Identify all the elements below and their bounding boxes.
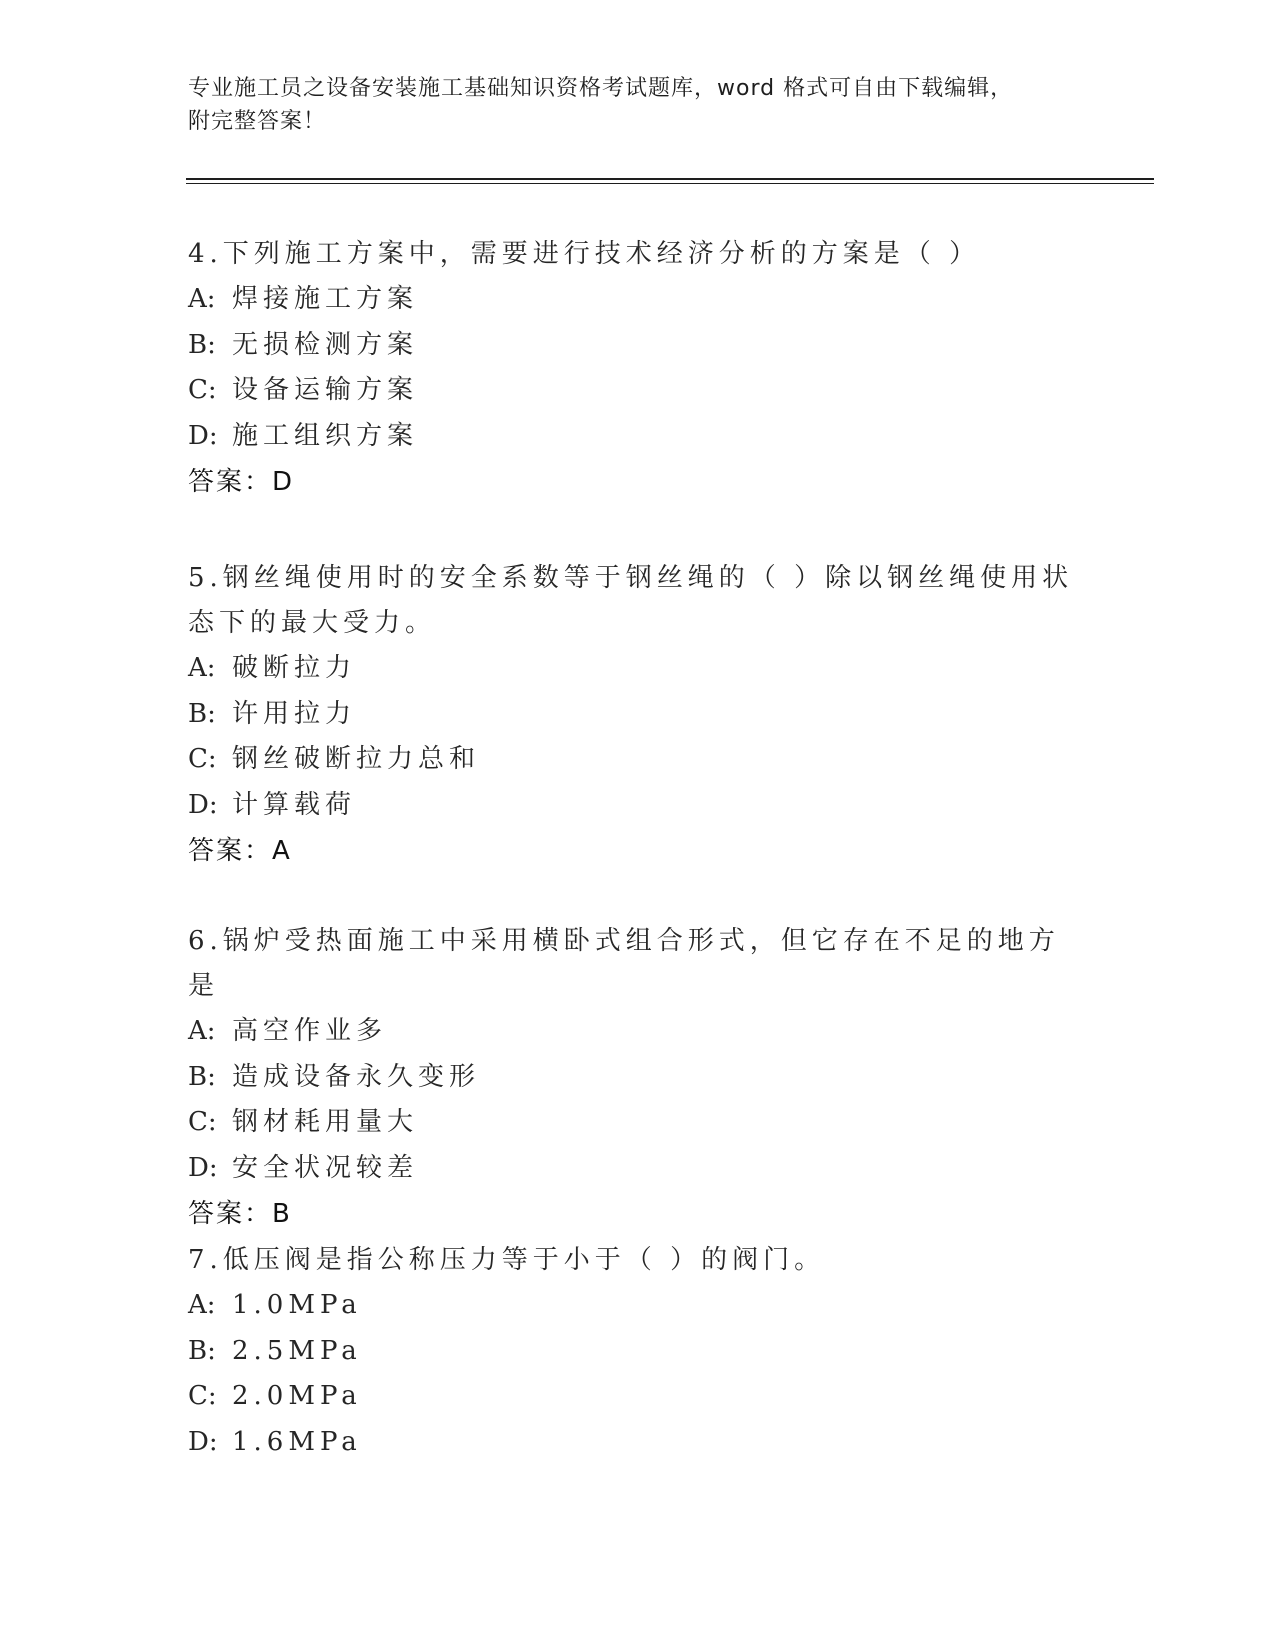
- option-key: D:: [188, 789, 218, 820]
- question-7: [188, 1238, 1088, 1465]
- option-c: [188, 1374, 1088, 1420]
- option-key: D:: [188, 420, 218, 451]
- option-key: A:: [188, 284, 216, 314]
- option-text: 钢材耗用量大: [232, 1107, 419, 1137]
- option-b: [188, 1055, 1088, 1101]
- question-4: [188, 232, 1088, 505]
- option-text: 焊接施工方案: [232, 284, 419, 314]
- option-b: [188, 323, 1088, 369]
- option-key: D:: [188, 1426, 218, 1457]
- option-text: 2.0MPa: [232, 1381, 362, 1411]
- option-key: B:: [188, 1335, 216, 1366]
- option-text: 安全状况较差: [232, 1152, 419, 1183]
- header-divider-thick: [186, 178, 1154, 180]
- answer-text: 答案：D: [188, 467, 295, 497]
- answer-text: 答案：A: [188, 836, 292, 866]
- option-d: [188, 414, 1088, 460]
- option-key: C:: [188, 1381, 217, 1411]
- option-text: 2.5MPa: [232, 1335, 362, 1366]
- option-c: [188, 737, 1088, 783]
- option-key: B:: [188, 329, 216, 360]
- question-stem: 7.低压阀是指公称压力等于小于（ ）的阀门。: [188, 1245, 826, 1275]
- option-text: 高空作业多: [232, 1016, 388, 1046]
- option-b: [188, 1329, 1088, 1375]
- question-6: [188, 919, 1088, 1237]
- option-key: A:: [188, 1290, 216, 1320]
- document-header: [188, 72, 1088, 138]
- option-text: 无损检测方案: [232, 329, 419, 360]
- question-stem: 6.锅炉受热面施工中采用横卧式组合形式，但它存在不足的地方是: [188, 926, 1060, 1001]
- option-key: B:: [188, 698, 216, 729]
- option-text: 钢丝破断拉力总和: [232, 744, 481, 774]
- header-line-2: 附完整答案！: [188, 109, 327, 134]
- option-c: [188, 368, 1088, 414]
- option-key: C:: [188, 744, 217, 774]
- option-text: 设备运输方案: [232, 375, 419, 405]
- option-text: 破断拉力: [232, 653, 357, 683]
- header-line-1: 专业施工员之设备安装施工基础知识资格考试题库，word 格式可自由下载编辑，: [188, 76, 1014, 101]
- option-key: A:: [188, 1016, 216, 1046]
- option-d: [188, 1146, 1088, 1192]
- option-a: [188, 277, 1088, 323]
- question-stem: 4.下列施工方案中，需要进行技术经济分析的方案是（ ）: [188, 239, 981, 269]
- option-text: 计算载荷: [232, 789, 357, 820]
- option-text: 1.6MPa: [232, 1426, 362, 1457]
- option-d: [188, 1420, 1088, 1466]
- question-5: [188, 556, 1088, 874]
- option-key: C:: [188, 375, 217, 405]
- option-a: [188, 1009, 1088, 1055]
- question-stem: 5.钢丝绳使用时的安全系数等于钢丝绳的（ ）除以钢丝绳使用状态下的最大受力。: [188, 563, 1074, 638]
- option-a: [188, 646, 1088, 692]
- option-a: [188, 1283, 1088, 1329]
- option-c: [188, 1100, 1088, 1146]
- answer-text: 答案：B: [188, 1199, 292, 1229]
- option-key: D:: [188, 1152, 218, 1183]
- option-text: 许用拉力: [232, 698, 357, 729]
- option-key: B:: [188, 1061, 216, 1092]
- option-d: [188, 783, 1088, 829]
- option-key: C:: [188, 1107, 217, 1137]
- option-text: 1.0MPa: [232, 1290, 362, 1320]
- option-b: [188, 692, 1088, 738]
- option-text: 造成设备永久变形: [232, 1061, 481, 1092]
- option-text: 施工组织方案: [232, 420, 419, 451]
- header-divider-thin: [186, 183, 1154, 184]
- option-key: A:: [188, 653, 216, 683]
